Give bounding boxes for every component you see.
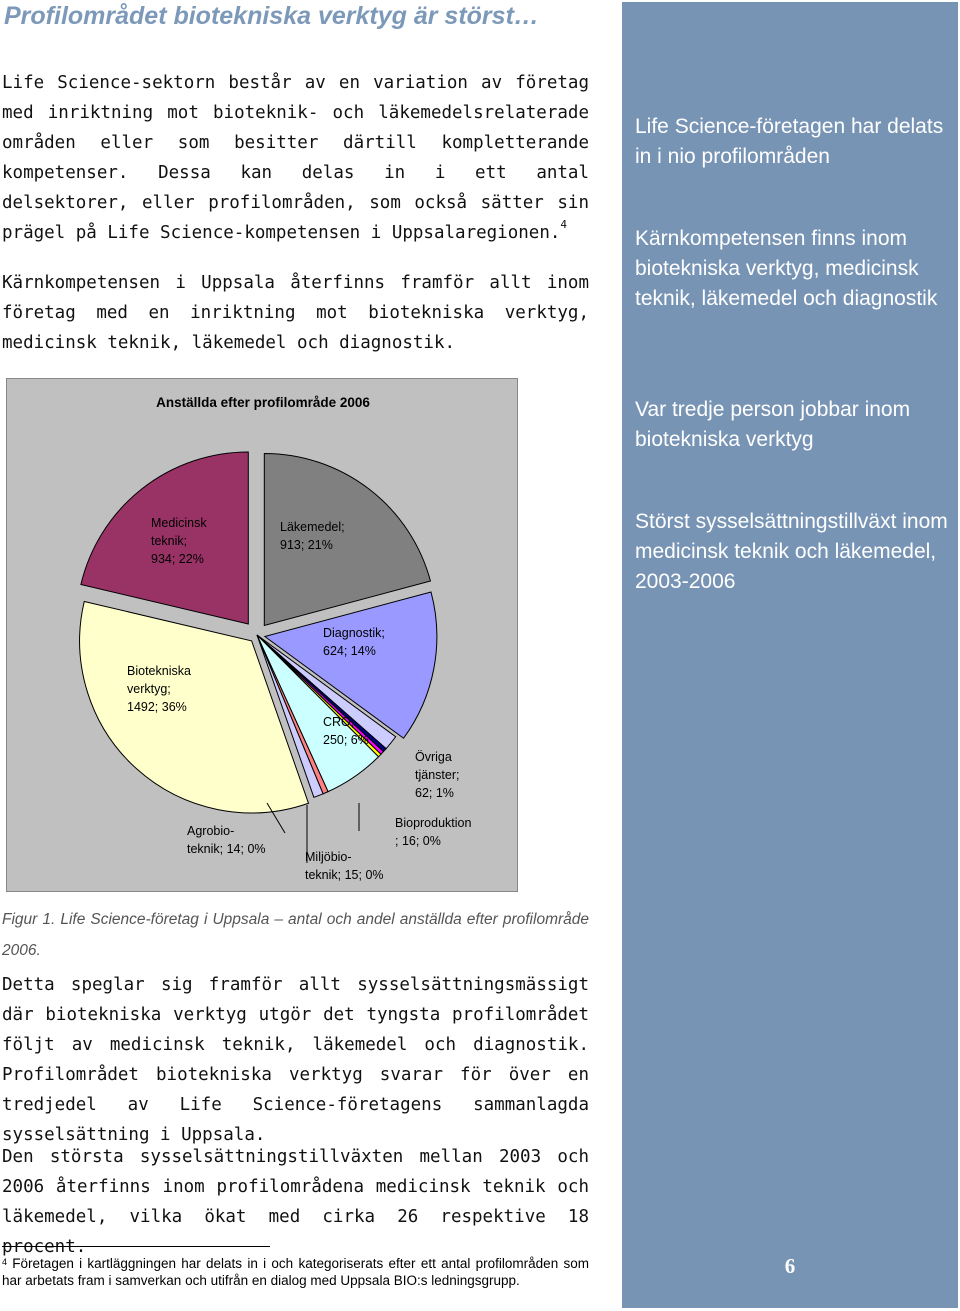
sidebar-highlight-3: Var tredje person jobbar inom biotekniska verktyg: [635, 398, 911, 451]
core-competence-paragraph: Kärnkompetensen i Uppsala återfinns framför allt inom företag med en inriktning mot biotekniska verktyg, medicinsk teknik, läkemedel och diagnostik.: [2, 273, 589, 353]
data-label-line: tjänster;: [415, 768, 460, 782]
data-label-line: CRO;: [323, 715, 355, 729]
data-label-line: Diagnostik;: [323, 626, 385, 640]
intro-paragraph: [2, 68, 589, 248]
data-label-bioproduktion: [395, 816, 471, 848]
pie-chart-svg: [7, 379, 517, 891]
data-label-line: Biotekniska: [127, 664, 191, 678]
data-label-line: 934; 22%: [151, 552, 204, 566]
page-number: 6: [784, 1254, 796, 1278]
footnote-separator: [2, 1246, 270, 1247]
sidebar-highlight-4: Störst sysselsättningstillväxt inom medicinsk teknik och läkemedel, 2003-2006: [635, 510, 948, 593]
data-label-line: 62; 1%: [415, 786, 454, 800]
data-label-line: Miljöbio-: [305, 850, 352, 864]
sidebar-highlight-2: Kärnkompetensen finns inom biotekniska verktyg, medicinsk teknik, läkemedel och diagnostik: [635, 227, 938, 310]
data-label-line: 624; 14%: [323, 644, 376, 658]
page-title: Profilområdet biotekniska verktyg är störst…: [4, 2, 539, 30]
growth-paragraph: Den största sysselsättningstillväxten mellan 2003 och 2006 återfinns inom profilområdena medicinsk teknik och läkemedel, vilka ökat med cirka 26 respektive 18 procent.: [2, 1147, 589, 1257]
data-label-line: teknik; 15; 0%: [305, 868, 384, 882]
footnote-number: 4: [2, 1257, 8, 1267]
data-label-line: ; 16; 0%: [395, 834, 441, 848]
data-label-line: 913; 21%: [280, 538, 333, 552]
footnote-text: Företagen i kartläggningen har delats in i och kategoriserats efter ett antal profilområden som har arbetats fram i samverkan och utifrån en dialog med Uppsala BIO:s ledningsgrupp.: [2, 1256, 589, 1288]
sidebar-highlight-1: Life Science-företagen har delats in i nio profilområden: [635, 115, 944, 168]
data-label-line: 250; 6%: [323, 733, 369, 747]
analysis-paragraph: Detta speglar sig framför allt sysselsättningsmässigt där biotekniska verktyg utgör det tyngsta profilområdet följt av medicinsk teknik, läkemedel och diagnostik. Profilområdet biotekniska verktyg svarar för över en tredjedel av Life Science-företagens sammanlagda sysselsättning i Uppsala.: [2, 975, 589, 1145]
figure-caption: Figur 1. Life Science-företag i Uppsala – antal och andel anställda efter profilområde 2006.: [2, 911, 589, 959]
sidebar: [622, 2, 958, 1308]
data-label--vriga-tj-nster: [415, 750, 459, 800]
footnote: [2, 1255, 589, 1289]
intro-text: Life Science-sektorn består av en variation av företag med inriktning mot bioteknik- och läkemedelsrelaterade områden eller som besitter därtill kompletterande kompetenser. Dessa kan delas in i ett antal delsektorer, eller profilområden, som också sätter sin prägel på Life Science-kompetensen i Uppsalaregionen.: [2, 73, 589, 243]
chart-title: Anställda efter profilområde 2006: [156, 395, 370, 410]
pie-chart: [6, 378, 518, 892]
data-label-line: Medicinsk: [151, 516, 207, 530]
data-label-line: Övriga: [415, 750, 452, 764]
data-label-line: verktyg;: [127, 682, 171, 696]
pie-slice-biotekniska-verktyg: [80, 601, 309, 812]
data-label-line: teknik; 14; 0%: [187, 842, 266, 856]
data-label-milj-bioteknik: [305, 850, 384, 882]
data-label-line: Bioproduktion: [395, 816, 472, 830]
footnote-reference[interactable]: 4: [560, 218, 568, 231]
data-label-line: teknik;: [151, 534, 188, 548]
data-label-agrobioteknik: [187, 824, 266, 856]
data-label-line: Läkemedel;: [280, 520, 345, 534]
data-label-line: Agrobio-: [187, 824, 235, 838]
data-label-line: 1492; 36%: [127, 700, 187, 714]
